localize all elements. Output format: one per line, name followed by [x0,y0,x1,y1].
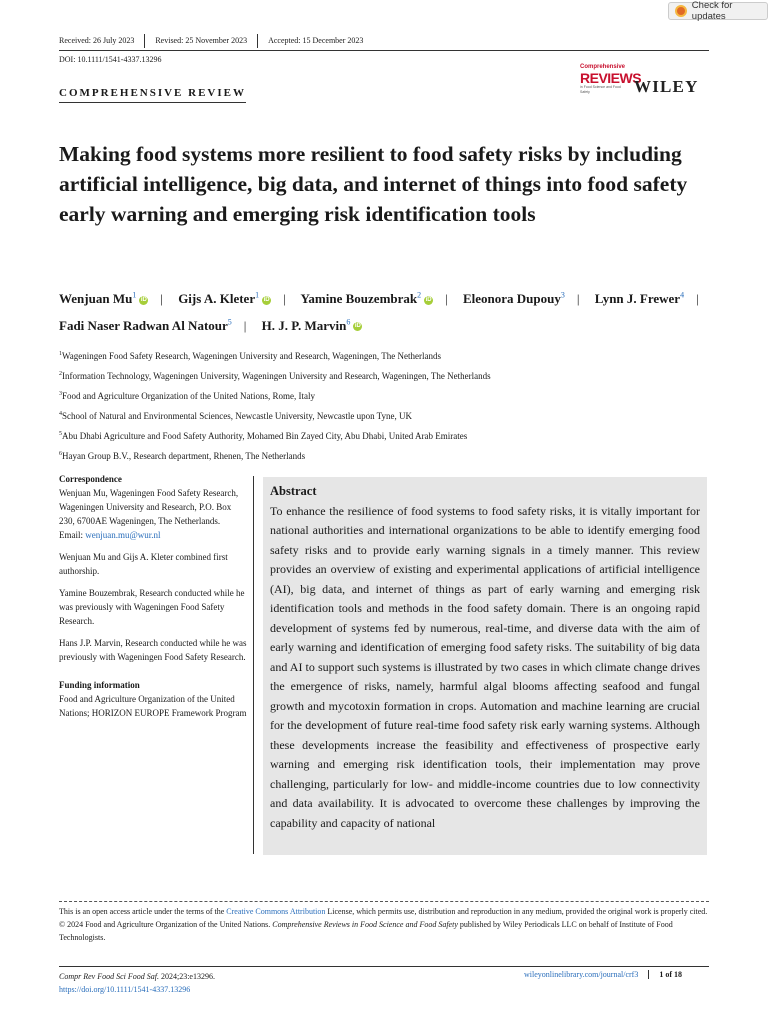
journal-logo: Comprehensive REVIEWS in Food Science and Food Safety [580,64,642,94]
accepted-date: Accepted: 15 December 2023 [257,34,373,48]
author-affiliation-marker: 1 [132,291,137,300]
orcid-icon[interactable]: iD [140,296,147,303]
affiliation-list [59,345,719,465]
journal-site-link[interactable]: wileyonlinelibrary.com/journal/crf3 [524,970,649,979]
author-name[interactable]: Gijs A. Kleter$^1$ iD [178,291,270,307]
cc-license-link[interactable]: Creative Commons Attribution [226,907,326,916]
orcid-icon[interactable]: iD [425,296,432,303]
funding-heading: Funding information [59,680,140,690]
email-link[interactable]: wenjuan.mu@wur.nl [85,530,161,540]
affiliation-item: $^2$Information Technology, Wageningen University, Wageningen University and Research, Wageningen, The Netherlands [59,371,491,381]
abstract-box [263,477,707,855]
publisher-logo: WILEY [634,77,699,96]
copyright-notice: © 2024 Food and Agriculture Organization of the United Nations. Comprehensive Reviews in Food Science and Food Safety published by Wiley Periodicals LLC on behalf of Institute of Food Technologists. [59,920,673,942]
received-date: Received: 26 July 2023 [59,36,135,45]
affiliation-item: $^1$Wageningen Food Safety Research, Wageningen University and Research, Wageningen, The Netherlands [59,351,441,361]
check-for-updates-badge[interactable] [668,2,768,20]
affiliation-item: $^5$Abu Dhabi Agriculture and Food Safety Authority, Mohamed Bin Zayed City, Abu Dhabi, United Arab Emirates [59,431,468,441]
orcid-icon[interactable]: iD [263,296,270,303]
doi: DOI: 10.1111/1541-4337.13296 [59,55,162,64]
author-separator: | [576,291,580,307]
author-affiliation-marker: 2 [417,291,422,300]
author-list [59,284,719,337]
affiliation-item: $^4$School of Natural and Environmental Sciences, Newcastle University, Newcastle upon Tyne, UK [59,411,413,421]
author-name[interactable]: Eleonora Dupouy$^3$ [462,291,565,307]
article-dates [59,34,373,48]
abstract-text: To enhance the resilience of food systems to food safety risks, it is vitally important for national authorities and international organizations to be able to identify emerging food safety risks and to provide early warning signals in a timely manner. This review provides an overview of existing and experimental applications of artificial intelligence (AI), big data, and internet of things as part of early warning and emerging risk identification tools and methods in the food safety domain. There is an ongoing rapid development of systems fed by numerous, real-time, and diverse data with the aim of early warning and identification of emerging food safety risks. The suitability of big data and AI to support such systems is illustrated by two cases in which climate change drives the emergence of risks, namely, harmful algal blooms affecting seafood and fungal growth and mycotoxin formation in crops. Automation and machine learning are crucial for the development of future real-time food safety risk early warning systems. Although these developments increase the feasibility and effectiveness of prospective early warning and emerging risk identification tools, their implementation may prove challenging, particularly for low- and middle-income countries due to low connectivity and data availability. It is advocated to overcome these challenges by improving the capability and capacity of national [270,503,700,830]
footer-citation: Compr Rev Food Sci Food Saf. 2024;23:e13296. https://doi.org/10.1111/1541-4337.13296 [59,972,215,994]
author-note-1: Wenjuan Mu and Gijs A. Kleter combined first authorship. [59,552,228,576]
correspondence-heading: Correspondence [59,474,122,484]
funding-text: Food and Agriculture Organization of the United Nations; HORIZON EUROPE Framework Program [59,694,247,718]
paper-title: Making food systems more resilient to food safety risks by including artificial intelligence, big data, and internet of things into food safety early warning and emerging risk identification tools [59,142,688,226]
affiliation-item: $^3$Food and Agriculture Organization of the United Nations, Rome, Italy [59,391,316,401]
author-separator: | [696,291,699,307]
abstract-heading: Abstract [270,484,317,498]
crossmark-icon [675,5,687,17]
check-for-updates-label: Check for updates [691,0,733,22]
header-divider [59,50,709,51]
author-name[interactable]: H. J. P. Marvin$^6$ iD [261,317,361,333]
author-name[interactable]: Fadi Naser Radwan Al Natour$^5$ [59,317,232,333]
author-affiliation-marker: 3 [560,291,565,300]
revised-date: Revised: 25 November 2023 [144,34,257,48]
footnote-divider [59,901,709,902]
page-number: 1 of 18 [659,970,683,979]
footer-right [524,970,682,979]
author-separator: | [445,291,448,307]
author-name[interactable]: Yamine Bouzembrak$^2$ iD [300,291,432,307]
author-separator: | [243,317,247,333]
doi-link[interactable]: https://doi.org/10.1111/1541-4337.13296 [59,985,191,994]
email-label: Email: [59,530,86,540]
sidebar [59,472,249,720]
author-affiliation-marker: 1 [255,291,260,300]
author-note-2: Yamine Bouzembrak, Research conducted while he was previously with Wageningen Food Safety Research. [59,588,245,626]
affiliation-item: $^6$Hayan Group B.V., Research department, Rhenen, The Netherlands [59,451,306,461]
author-affiliation-marker: 4 [680,291,685,300]
author-name[interactable]: Wenjuan Mu$^1$ iD [59,291,147,307]
author-affiliation-marker: 6 [346,317,351,327]
author-affiliation-marker: 5 [227,317,232,327]
correspondence-text: Wenjuan Mu, Wageningen Food Safety Research, Wageningen University and Research, P.O. Box 230, 6700AE Wageningen, The Netherlands. [59,488,239,526]
sidebar-divider [253,476,254,854]
author-note-3: Hans J.P. Marvin, Research conducted while he was previously with Wageningen Food Safety Research. [59,638,247,662]
orcid-icon[interactable]: iD [354,323,361,330]
section-label: COMPREHENSIVE REVIEW [59,87,246,103]
footer-divider [59,966,709,967]
license-notice: This is an open access article under the terms of the Creative Commons Attribution License, which permits use, distribution and reproduction in any medium, provided the original work is properly cited. © 2024 Food and Agriculture Organization of the United Nations. Comprehensive Reviews in Food Science and Food Safety published by Wiley Periodicals LLC on behalf of Institute of Food Technologists. [59,905,711,944]
author-name[interactable]: Lynn J. Frewer$^4$ [594,291,685,307]
author-separator: | [283,291,286,307]
author-separator: | [160,291,163,307]
